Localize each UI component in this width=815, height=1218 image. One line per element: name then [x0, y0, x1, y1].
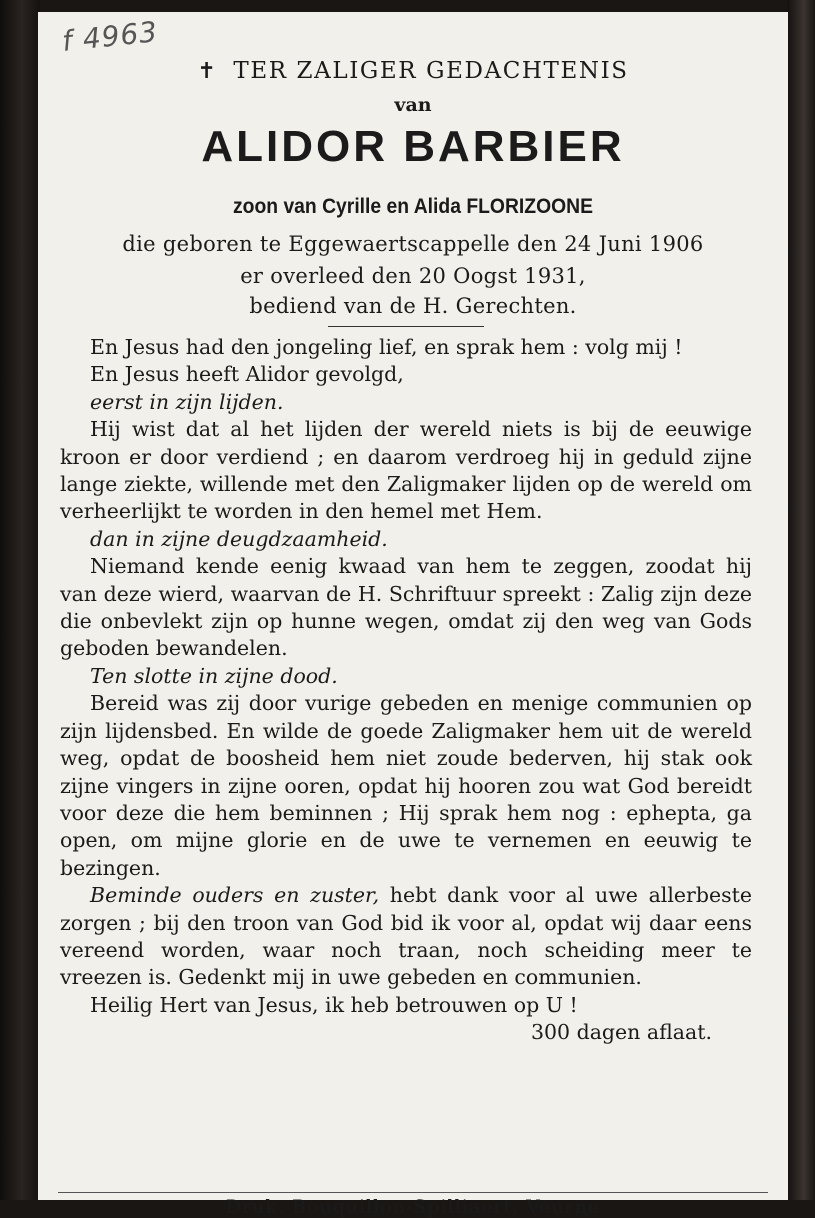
death-line: er overleed den 20 Oogst 1931, — [240, 264, 586, 288]
paragraph-death: Bereid was zij door vurige gebeden en menige communien op zijn lijdensbed. En wilde de goede Zaligmaker hem uit de wereld weg, opdat de boosheid hem niet zoude bederven, hij stak ook zijne vingers in zijne ooren, opdat hij hooren zou wat God bereidt voor deze die hem beminnen ; Hij sprak hem nog : ephepta, ga open, om mijne glorie en de uwe te vernemen en eeuwig te bezingen. — [60, 691, 752, 880]
footer-divider — [58, 1192, 768, 1193]
paragraph-prayer: Heilig Hert van Jesus, ik heb betrouwen op U ! — [90, 992, 578, 1017]
memorial-text — [60, 334, 752, 1047]
card-border-left — [0, 0, 40, 1200]
paragraph-followed: En Jesus heeft Alidor gevolgd, — [90, 362, 404, 387]
cross-icon: ✝ — [197, 59, 218, 84]
paragraph-virtue: Niemand kende eenig kwaad van hem te zeggen, zoodat hij van deze wierd, waarvan de H. Schriftuur spreekt : Zalig zijn deze die onbevlekt zijn op hunne wegen, omdat zij den weg van Gods geboden bewandelen. — [60, 554, 752, 661]
card-border-right — [787, 0, 815, 1200]
paragraph-parents — [60, 882, 752, 992]
divider — [328, 326, 484, 327]
heading-text: TER ZALIGER GEDACHTENIS — [233, 58, 629, 84]
deceased-name: ALIDOR BARBIER — [201, 122, 625, 171]
subheading-death: Ten slotte in zijne dood. — [90, 663, 338, 688]
heading-van: van — [394, 94, 432, 116]
handwritten-annotation: f 4963 — [60, 15, 160, 58]
parents-address-lead: Beminde ouders en zuster, — [90, 883, 380, 908]
parents-line: zoon van Cyrille en Alida FLORIZOONE — [233, 195, 593, 218]
memorial-heading — [38, 58, 788, 84]
birth-line: die geboren te Eggewaertscappelle den 24 Juni 1906 — [122, 232, 704, 256]
subheading-suffering: eerst in zijn lijden. — [90, 389, 284, 414]
sacraments-line: bediend van de H. Gerechten. — [249, 294, 577, 318]
paragraph-jesus-loved: En Jesus had den jongeling lief, en sprak hem : volg mij ! — [90, 335, 683, 359]
indulgence-line: 300 dagen aflaat. — [530, 1020, 712, 1045]
subheading-virtue: dan in zijne deugdzaamheid. — [90, 526, 388, 551]
parents-address-text: hebt dank voor al uwe allerbeste zorgen ; bij den troon van God bid ik voor al, opdat wij daar eens vereend worden, waar noch traan, noch scheiding meer te vreezen is. Gedenkt mij in uwe gebeden en communien. — [60, 883, 752, 990]
paragraph-suffering: Hij wist dat al het lijden der wereld niets is bij de eeuwige kroon er door verdiend ; en daarom verdroeg hij in geduld zijne lange ziekte, willende met den Zaligmaker lijden op de wereld om verheerlijkt te worden in den hemel met Hem. — [60, 417, 752, 524]
printer-credit: Druk. Bouquillon-Spilliaert, Veurne — [225, 1196, 601, 1218]
memorial-card — [38, 12, 788, 1218]
